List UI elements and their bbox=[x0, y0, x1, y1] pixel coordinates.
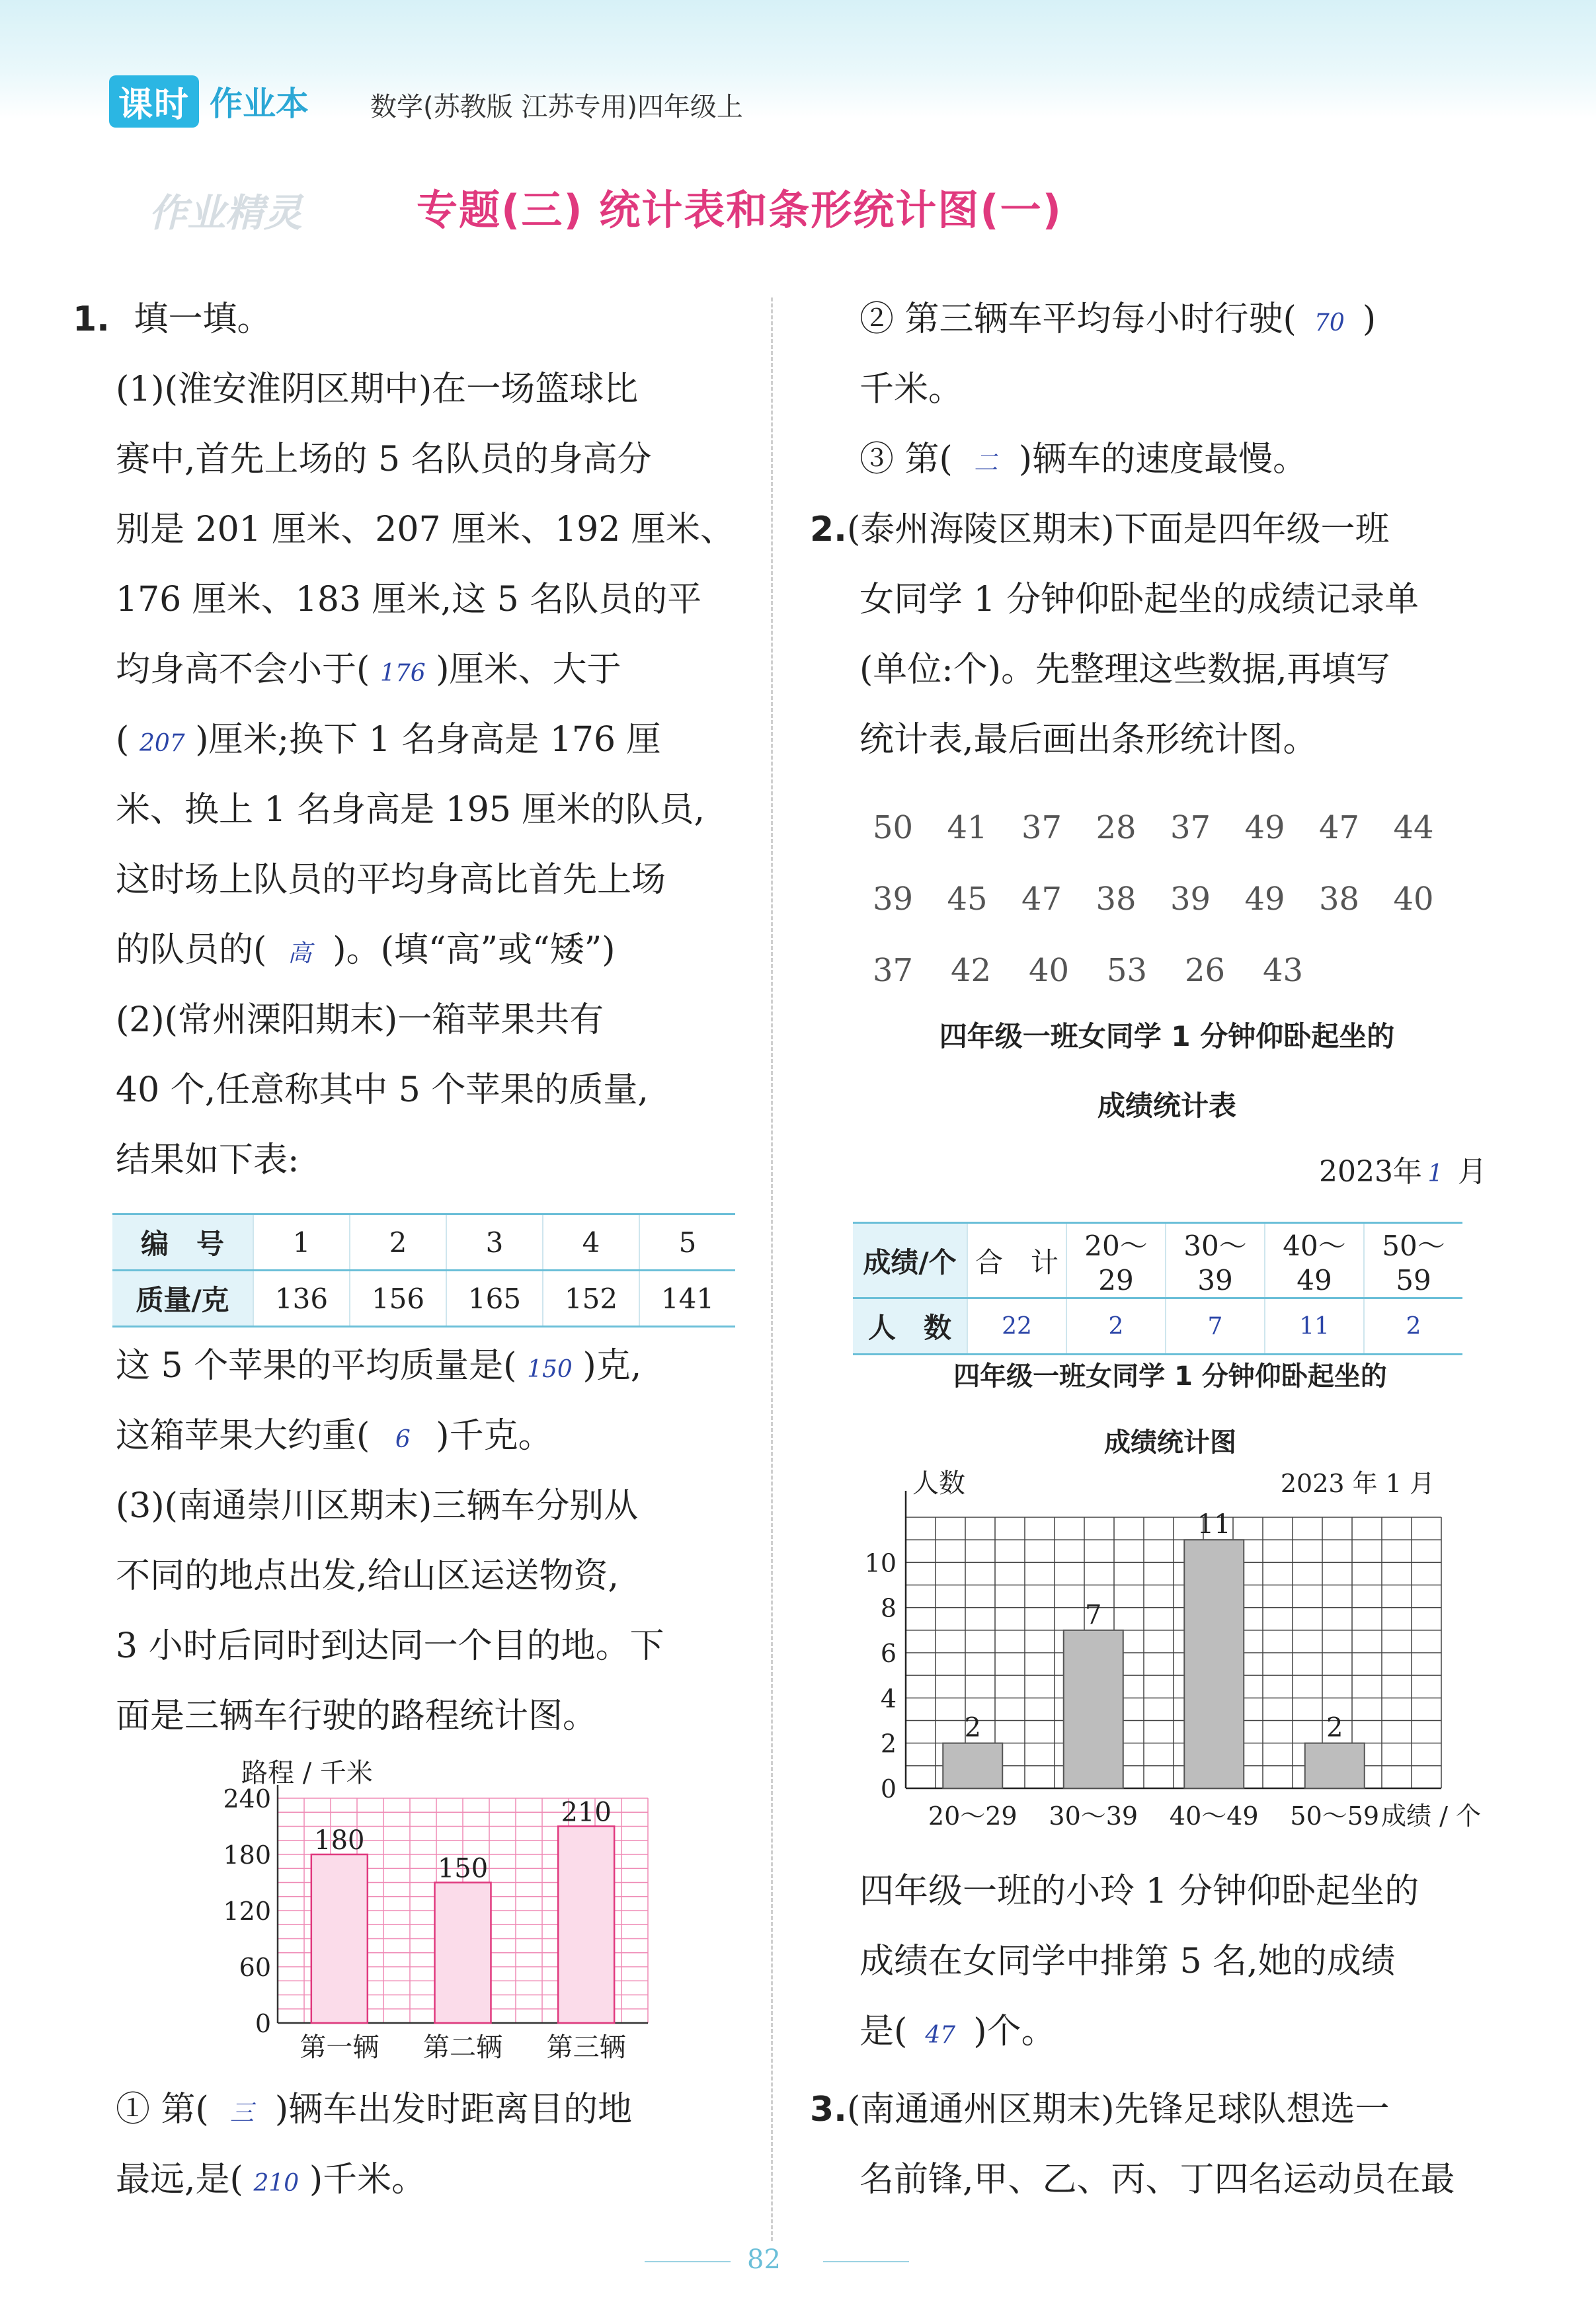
data-value: 41 bbox=[947, 809, 988, 846]
table-cell: 136 bbox=[253, 1271, 350, 1327]
q2-after-line bbox=[859, 2011, 1056, 2056]
q3-line: (南通通州区期末)先锋足球队想选一 bbox=[846, 2090, 1390, 2129]
date-year: 2023 bbox=[1319, 1155, 1393, 1189]
data-value: 42 bbox=[951, 952, 992, 989]
data-value: 53 bbox=[1107, 952, 1148, 989]
text-fragment: )辆车出发时距离目的地 bbox=[274, 2090, 633, 2129]
bar bbox=[1184, 1540, 1244, 1788]
data-value: 43 bbox=[1263, 952, 1304, 989]
page-rule bbox=[645, 2261, 731, 2262]
data-value: 47 bbox=[1021, 881, 1062, 918]
data-value: 47 bbox=[1319, 809, 1360, 846]
y-tick-label: 0 bbox=[880, 1774, 897, 1803]
data-value: 37 bbox=[1021, 809, 1062, 846]
q2-after-line: 四年级一班的小玲 1 分钟仰卧起坐的 bbox=[859, 1872, 1419, 1911]
y-axis-label: 人数 bbox=[912, 1468, 965, 1499]
x-tick-label: 40～49 bbox=[1169, 1802, 1259, 1831]
page-rule bbox=[823, 2261, 909, 2262]
text-fragment: )千克。 bbox=[436, 1416, 553, 1456]
bar bbox=[943, 1743, 1002, 1788]
table-header: 成绩/个 bbox=[853, 1223, 967, 1298]
table-cell: 合 计 bbox=[967, 1223, 1066, 1298]
data-value: 26 bbox=[1185, 952, 1226, 989]
data-value: 28 bbox=[1096, 809, 1137, 846]
answer-blank: 150 bbox=[527, 1356, 573, 1383]
y-tick-label: 2 bbox=[880, 1729, 897, 1759]
y-tick-label: 8 bbox=[880, 1593, 897, 1623]
answer-cell: 2 bbox=[1066, 1298, 1166, 1355]
q1p2-line: 40 个,任意称其中 5 个苹果的质量, bbox=[116, 1070, 649, 1110]
q1p3-line: 面是三辆车行驶的路程统计图。 bbox=[116, 1696, 598, 1736]
q1p1-line: 米、换上 1 名身高是 195 厘米的队员, bbox=[116, 790, 705, 830]
stat-table-title: 成绩统计表 bbox=[1097, 1090, 1236, 1122]
data-label: 2 bbox=[1326, 1712, 1343, 1743]
data-label: 2 bbox=[964, 1712, 981, 1743]
q1p1-line: 这时场上队员的平均身高比首先上场 bbox=[116, 860, 666, 900]
answer-blank: 176 bbox=[379, 660, 426, 687]
page-title: 专题(三) 统计表和条形统计图(一) bbox=[417, 186, 1062, 234]
table-header: 人 数 bbox=[853, 1298, 967, 1355]
data-value: 39 bbox=[873, 881, 914, 918]
x-axis-label: 成绩 / 个 bbox=[1381, 1802, 1481, 1831]
text-fragment: 是( bbox=[859, 2012, 908, 2051]
q1-heading bbox=[73, 299, 271, 340]
y-tick-label: 60 bbox=[239, 1953, 271, 1982]
data-label: 150 bbox=[437, 1853, 489, 1884]
data-value: 49 bbox=[1244, 881, 1285, 918]
q1p3-sub1 bbox=[116, 2159, 426, 2204]
table-cell: 165 bbox=[446, 1271, 543, 1327]
y-tick-label: 180 bbox=[223, 1841, 271, 1870]
data-row bbox=[873, 935, 1468, 1006]
text-fragment: )个。 bbox=[973, 2012, 1056, 2051]
answer-blank: 1 bbox=[1427, 1160, 1443, 1187]
x-tick-label: 50～59 bbox=[1290, 1802, 1380, 1831]
table-cell: 1 bbox=[253, 1214, 350, 1271]
table-cell: 152 bbox=[543, 1271, 639, 1327]
page-number: 82 bbox=[747, 2244, 781, 2275]
x-tick-label: 20～29 bbox=[928, 1802, 1017, 1831]
q2-line: 女同学 1 分钟仰卧起坐的成绩记录单 bbox=[859, 580, 1419, 619]
table-cell: 156 bbox=[350, 1271, 446, 1327]
q1p2-line: 结果如下表: bbox=[116, 1140, 299, 1180]
data-label: 210 bbox=[561, 1797, 612, 1828]
q1p2-line bbox=[116, 1345, 641, 1390]
text-fragment: ( bbox=[116, 720, 130, 760]
answer-blank: 三 bbox=[229, 2100, 254, 2127]
q1-label: 填一填。 bbox=[134, 299, 272, 339]
q3-number: 3. bbox=[810, 2090, 847, 2129]
answer-cell: 11 bbox=[1265, 1298, 1364, 1355]
data-row bbox=[873, 792, 1468, 863]
chart-date-note: 2023 年 1 月 bbox=[1280, 1469, 1435, 1498]
table-header: 编 号 bbox=[112, 1214, 253, 1271]
q1p1-line bbox=[116, 649, 621, 694]
stat-table-date bbox=[1319, 1152, 1487, 1195]
situp-bar-chart bbox=[853, 1352, 1488, 1868]
column-divider bbox=[771, 297, 773, 2241]
text-fragment: ③ 第( bbox=[859, 440, 953, 479]
brand-name: 作业本 bbox=[210, 85, 309, 123]
text-fragment: )厘米、大于 bbox=[436, 650, 621, 690]
y-tick-label: 240 bbox=[223, 1784, 271, 1813]
raw-data-grid bbox=[873, 792, 1468, 1006]
q2-number: 2. bbox=[810, 510, 847, 549]
data-row bbox=[873, 863, 1468, 935]
q2-line: (泰州海陵区期末)下面是四年级一班 bbox=[846, 510, 1390, 549]
data-value: 49 bbox=[1244, 809, 1285, 846]
date-fragment: 月 bbox=[1457, 1155, 1487, 1189]
y-tick-label: 120 bbox=[223, 1897, 271, 1926]
text-fragment: )厘米;换下 1 名身高是 176 厘 bbox=[195, 720, 661, 760]
x-tick-label: 30～39 bbox=[1049, 1802, 1138, 1831]
text-fragment: ② 第三辆车平均每小时行驶( bbox=[859, 299, 1297, 339]
data-value: 40 bbox=[1393, 881, 1434, 918]
q1p1-line: 赛中,首先上场的 5 名队员的身高分 bbox=[116, 440, 652, 479]
q1p3-sub1 bbox=[116, 2089, 632, 2134]
text-fragment: ① 第( bbox=[116, 2090, 209, 2129]
data-value: 50 bbox=[873, 809, 914, 846]
chart-title: 成绩统计图 bbox=[1104, 1427, 1236, 1458]
distance-bar-chart bbox=[205, 1759, 668, 2063]
table-cell: 2 bbox=[350, 1214, 446, 1271]
answer-blank: 47 bbox=[925, 2022, 956, 2049]
date-fragment: 年 bbox=[1392, 1155, 1422, 1189]
text-fragment: 的队员的( bbox=[116, 930, 267, 970]
q1p3-line: (3)(南通崇川区期末)三辆车分别从 bbox=[116, 1486, 639, 1526]
text-fragment: 这 5 个苹果的平均质量是( bbox=[116, 1346, 517, 1386]
q1p2-line bbox=[116, 1415, 553, 1460]
table-cell: 20～29 bbox=[1066, 1223, 1166, 1298]
q1p3-line: 3 小时后同时到达同一个目的地。下 bbox=[116, 1626, 664, 1666]
book-subtitle: 数学(苏教版 江苏专用)四年级上 bbox=[370, 92, 743, 122]
text-fragment: 这箱苹果大约重( bbox=[116, 1416, 370, 1456]
data-value: 37 bbox=[873, 952, 914, 989]
bar bbox=[1064, 1630, 1123, 1788]
table-cell: 4 bbox=[543, 1214, 639, 1271]
table-cell: 30～39 bbox=[1166, 1223, 1265, 1298]
bar bbox=[1305, 1743, 1365, 1788]
data-label: 7 bbox=[1085, 1599, 1102, 1630]
bar bbox=[558, 1827, 614, 2024]
q1-number: 1. bbox=[73, 299, 110, 339]
data-label: 180 bbox=[314, 1825, 365, 1856]
answer-cell: 2 bbox=[1364, 1298, 1462, 1355]
q2-heading bbox=[810, 509, 1390, 550]
q1p3-sub3 bbox=[859, 439, 1307, 484]
answer-cell: 7 bbox=[1166, 1298, 1265, 1355]
x-tick-label: 第一辆 bbox=[299, 2032, 379, 2063]
q1p1-line bbox=[116, 719, 661, 764]
table-cell: 40～49 bbox=[1265, 1223, 1364, 1298]
chart-title: 四年级一班女同学 1 分钟仰卧起坐的 bbox=[953, 1361, 1387, 1392]
q1p1-line: 176 厘米、183 厘米,这 5 名队员的平 bbox=[116, 580, 702, 619]
q1p1-line: 别是 201 厘米、207 厘米、192 厘米、 bbox=[116, 510, 735, 549]
text-fragment: )克, bbox=[582, 1346, 642, 1386]
sit-up-stat-table bbox=[853, 1222, 1462, 1355]
q1p3-sub2: 千米。 bbox=[859, 370, 963, 409]
y-tick-label: 0 bbox=[255, 2009, 271, 2038]
data-value: 38 bbox=[1096, 881, 1137, 918]
text-fragment: )。(填“高”或“矮”) bbox=[333, 930, 616, 970]
x-tick-label: 第三辆 bbox=[546, 2032, 626, 2063]
y-axis-label: 路程 / 千米 bbox=[241, 1759, 373, 1788]
answer-blank: 207 bbox=[139, 730, 185, 757]
brand-box: 课时 bbox=[109, 75, 199, 128]
bar bbox=[311, 1854, 368, 2023]
stat-table-title: 四年级一班女同学 1 分钟仰卧起坐的 bbox=[939, 1020, 1395, 1052]
q1p3-line: 不同的地点出发,给山区运送物资, bbox=[116, 1556, 619, 1596]
data-value: 45 bbox=[947, 881, 988, 918]
q1p1-line: (1)(淮安淮阴区期中)在一场篮球比 bbox=[116, 370, 639, 409]
q1p2-line: (2)(常州溧阳期末)一箱苹果共有 bbox=[116, 1000, 604, 1040]
apple-mass-table bbox=[112, 1213, 735, 1327]
answer-blank: 210 bbox=[253, 2170, 299, 2197]
q1p3-sub2 bbox=[859, 299, 1376, 344]
data-value: 40 bbox=[1029, 952, 1070, 989]
q2-line: 统计表,最后画出条形统计图。 bbox=[859, 720, 1318, 760]
data-value: 39 bbox=[1170, 881, 1211, 918]
text-fragment: 最远,是( bbox=[116, 2160, 243, 2199]
text-fragment: ) bbox=[1362, 299, 1377, 339]
answer-blank: 二 bbox=[973, 450, 998, 477]
table-cell: 50～59 bbox=[1364, 1223, 1462, 1298]
text-fragment: )辆车的速度最慢。 bbox=[1018, 440, 1308, 479]
data-value: 38 bbox=[1319, 881, 1360, 918]
brand-logo bbox=[109, 78, 309, 124]
q1p1-line bbox=[116, 930, 616, 974]
watermark: 作业精灵 bbox=[149, 190, 303, 235]
q3-heading bbox=[810, 2089, 1390, 2130]
answer-blank: 70 bbox=[1314, 309, 1345, 337]
y-tick-label: 6 bbox=[880, 1639, 897, 1668]
answer-blank: 6 bbox=[395, 1426, 411, 1453]
y-tick-label: 10 bbox=[864, 1548, 897, 1578]
data-value: 37 bbox=[1170, 809, 1211, 846]
table-cell: 3 bbox=[446, 1214, 543, 1271]
data-value: 44 bbox=[1393, 809, 1434, 846]
table-header: 质量/克 bbox=[112, 1271, 253, 1327]
bar bbox=[435, 1883, 491, 2024]
q3-line: 名前锋,甲、乙、丙、丁四名运动员在最 bbox=[859, 2160, 1455, 2199]
data-label: 11 bbox=[1197, 1509, 1231, 1540]
text-fragment: )千米。 bbox=[309, 2160, 426, 2199]
y-tick-label: 4 bbox=[880, 1684, 897, 1714]
table-cell: 141 bbox=[639, 1271, 735, 1327]
x-tick-label: 第二辆 bbox=[423, 2032, 502, 2063]
table-cell: 5 bbox=[639, 1214, 735, 1271]
q2-after-line: 成绩在女同学中排第 5 名,她的成绩 bbox=[859, 1942, 1396, 1981]
q2-line: (单位:个)。先整理这些数据,再填写 bbox=[859, 650, 1390, 690]
answer-blank: 高 bbox=[288, 940, 312, 967]
text-fragment: 均身高不会小于( bbox=[116, 650, 370, 690]
answer-cell: 22 bbox=[967, 1298, 1066, 1355]
